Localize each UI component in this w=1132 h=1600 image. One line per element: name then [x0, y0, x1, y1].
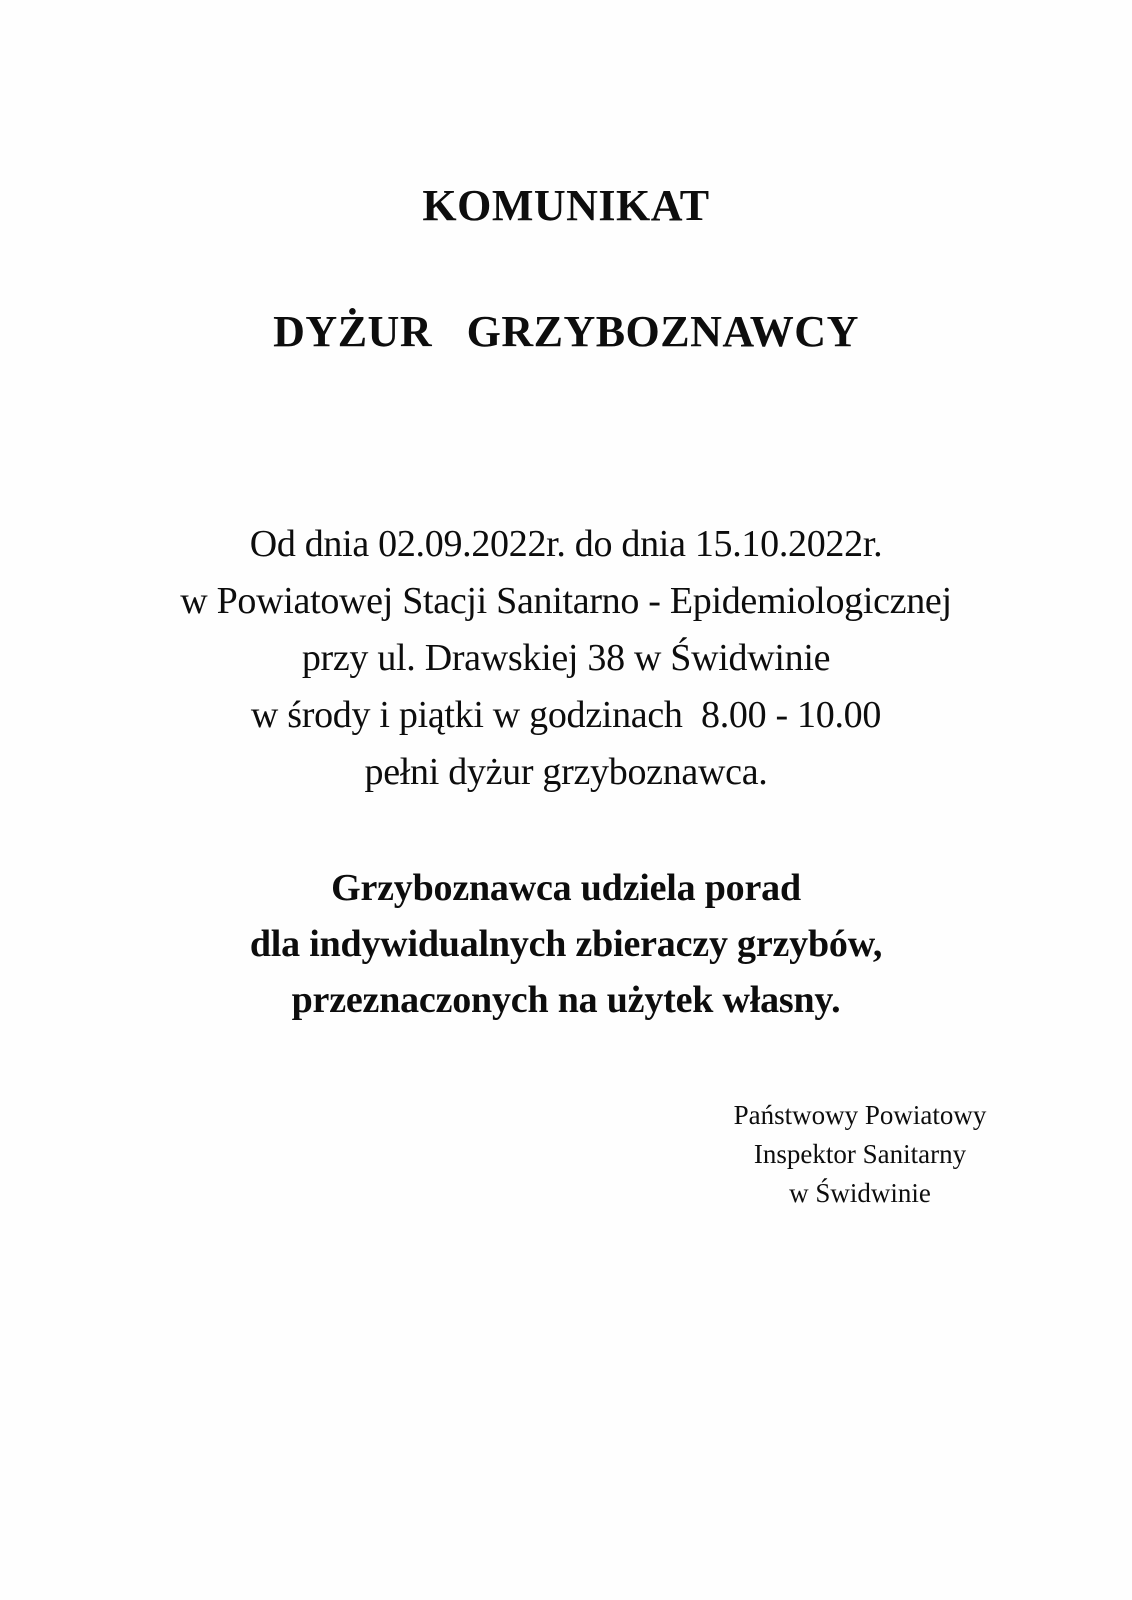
signature-line-city: w Świdwinie [789, 1178, 931, 1208]
body-paragraph [0, 516, 1132, 801]
signature-line-inspector: Inspektor Sanitarny [753, 1139, 967, 1169]
document-subtitle: DYŻUR GRZYBOZNAWCY [273, 307, 859, 356]
document-title: KOMUNIKAT [422, 181, 710, 230]
signature-block [690, 1096, 1030, 1213]
body-line-duty: pełni dyżur grzyboznawca. [364, 751, 768, 793]
signature-line-authority: Państwowy Powiatowy [733, 1100, 987, 1130]
body-line-address: przy ul. Drawskiej 38 w Świdwinie [301, 637, 831, 679]
body-line-station: w Powiatowej Stacji Sanitarno - Epidemiologicznej [180, 580, 952, 622]
emphasis-paragraph [0, 860, 1132, 1028]
emphasis-line-advice: Grzyboznawca udziela porad [331, 867, 801, 909]
emphasis-line-own-use: przeznaczonych na użytek własny. [291, 979, 841, 1021]
body-line-hours: w środy i piątki w godzinach 8.00 - 10.00 [250, 694, 882, 736]
emphasis-line-collectors: dla indywidualnych zbieraczy grzybów, [249, 923, 883, 965]
body-line-dates: Od dnia 02.09.2022r. do dnia 15.10.2022r. [249, 523, 883, 565]
